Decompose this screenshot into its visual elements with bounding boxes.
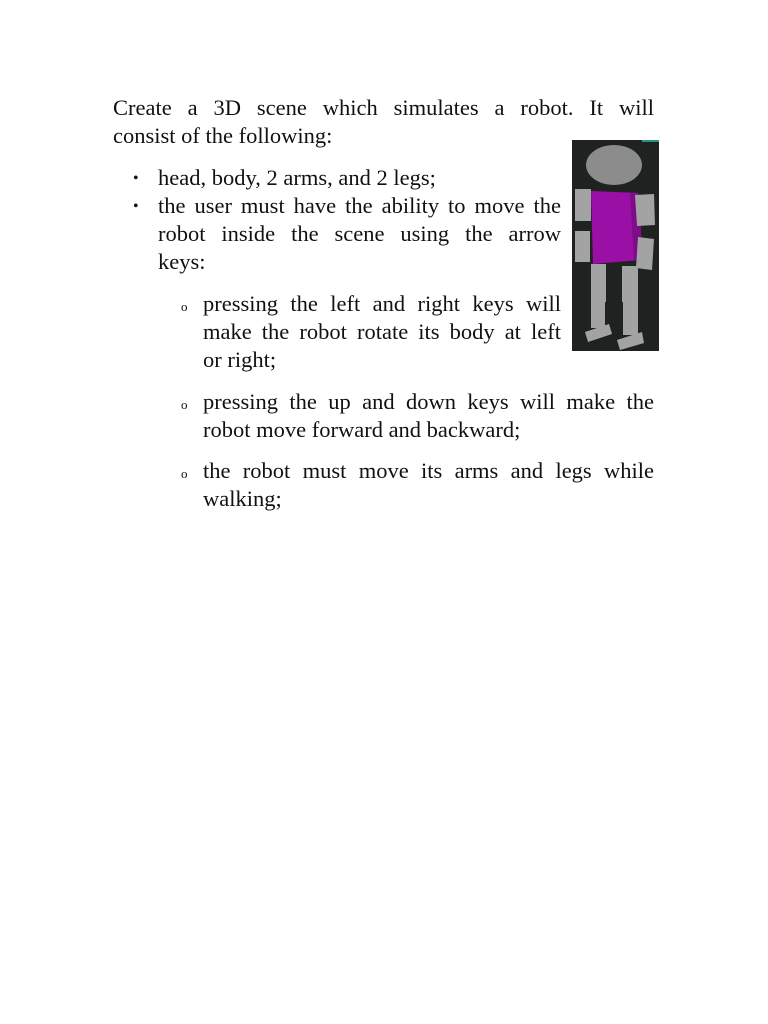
sub-bullet-marker: o (181, 397, 188, 412)
robot-left-lower-arm (575, 231, 590, 262)
bullet-2-line-2: robot inside the scene using the arrow (158, 221, 561, 246)
bullet-2-line-1: the user must have the ability to move the (158, 193, 561, 218)
robot-left-upper-arm (575, 189, 591, 221)
bullet-2-line-3: keys: (158, 249, 206, 274)
bullet-marker: • (133, 198, 139, 215)
intro-line-1: Create a 3D scene which simulates a robot. It will (113, 95, 654, 120)
bullet-marker: • (133, 170, 139, 187)
robot-right-upper-leg (622, 266, 638, 302)
sub-bullet-2-line-2: robot move forward and backward; (203, 417, 521, 442)
sub-bullet-3-line-1: the robot must move its arms and legs while (203, 458, 654, 483)
sub-bullet-1-line-1: pressing the left and right keys will (203, 291, 561, 316)
sub-bullet-1-line-3: or right; (203, 347, 277, 372)
robot-right-upper-arm (635, 194, 655, 226)
robot-left-lower-leg (591, 300, 605, 328)
robot-left-upper-leg (591, 264, 606, 302)
robot-right-lower-leg (623, 300, 638, 335)
bullet-1-line-1: head, body, 2 arms, and 2 legs; (158, 165, 436, 190)
robot-head (586, 145, 642, 185)
sub-bullet-marker: o (181, 466, 188, 481)
sub-bullet-marker: o (181, 299, 188, 314)
intro-line-2: consist of the following: (113, 123, 333, 148)
robot-scene-edge-mark (642, 140, 659, 142)
sub-bullet-3-line-2: walking; (203, 486, 282, 511)
robot-right-lower-arm (636, 237, 654, 270)
sub-bullet-2-line-1: pressing the up and down keys will make the (203, 389, 654, 414)
sub-bullet-1-line-2: make the robot rotate its body at left (203, 319, 561, 344)
robot-figure-icon (572, 140, 659, 351)
